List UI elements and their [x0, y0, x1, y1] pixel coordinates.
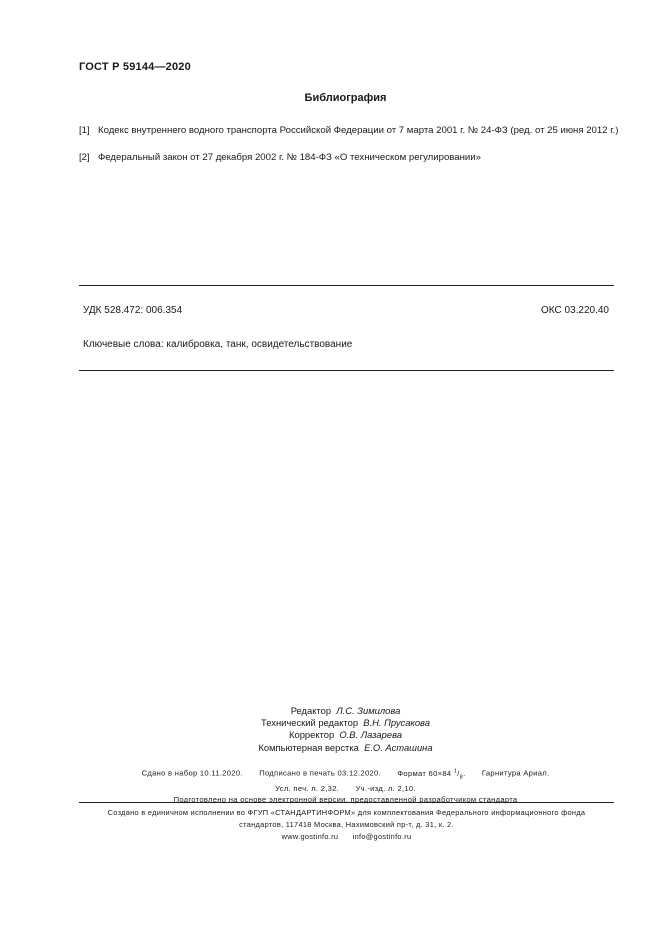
- credit-line: [30, 705, 661, 717]
- format-prefix: Формат 60×84: [397, 768, 452, 778]
- publisher-contacts: [79, 831, 614, 843]
- credit-name: Л.С. Зимилова: [336, 705, 401, 716]
- credit-line: [30, 729, 661, 741]
- bibliography-item-text: Кодекс внутреннего водного транспорта Российской Федерации от 7 марта 2001 г. № 24-ФЗ (ред. от 25 июня 2012 г.): [98, 125, 619, 136]
- credit-name: Е.О. Асташина: [364, 741, 433, 753]
- typeface: Гарнитура Ариал.: [481, 768, 550, 778]
- bibliography-item-number: [1]: [79, 125, 90, 136]
- sent-to-set: Сдано в набор 10.11.2020.: [141, 768, 243, 778]
- keywords: Ключевые слова: калибровка, танк, освидетельствование: [83, 339, 353, 350]
- bibliography-item: [79, 124, 619, 137]
- bibliography-item: [79, 151, 619, 164]
- credit-line: [30, 742, 661, 754]
- publisher-address: стандартов, 117418 Москва, Нахимовский пр-т, д. 31, к. 2.: [239, 820, 454, 830]
- credit-role: Корректор: [289, 729, 335, 741]
- prepared-note: Подготовлено на основе электронной версии, предоставленной разработчиком стандарта: [173, 795, 518, 805]
- udk-code: УДК 528.472: 006.354: [83, 305, 183, 316]
- credit-name: В.Н. Прусакова: [363, 717, 430, 729]
- print-sheets: Усл. печ. л. 2,32.: [275, 784, 340, 794]
- print-info-line: [30, 783, 661, 794]
- bibliography-title: Библиография: [304, 92, 387, 104]
- oks-code: ОКС 03.220.40: [541, 305, 609, 316]
- divider-top: [79, 285, 614, 286]
- format-suffix: .: [463, 768, 466, 778]
- bibliography-item-number: [2]: [79, 152, 90, 163]
- paper-format: Формат 60×84 $^1/_8$.: [397, 768, 466, 781]
- standard-number: ГОСТ Р 59144—2020: [79, 61, 191, 73]
- email-link[interactable]: info@gostinfo.ru: [352, 832, 412, 842]
- publisher-info: [79, 807, 614, 844]
- credit-line: [30, 717, 661, 729]
- signed-to-print: Подписано в печать 03.12.2020.: [259, 768, 381, 778]
- publisher-line: Создано в единичном исполнении во ФГУП «СТАНДАРТИНФОРМ» для комплектования Федерального информационного фонда: [107, 808, 586, 817]
- bibliography-item-text: Федеральный закон от 27 декабря 2002 г. № 184-ФЗ «О техническом регулировании»: [98, 152, 481, 163]
- publishing-sheets: Уч.-изд. л. 2,10.: [355, 784, 416, 794]
- credit-role: Технический редактор: [261, 717, 359, 729]
- divider-middle: [79, 370, 614, 371]
- credit-name: О.В. Лазарева: [339, 729, 402, 741]
- credit-role: Компьютерная верстка: [258, 741, 359, 753]
- print-info: [0, 766, 661, 805]
- format-denominator: 8: [459, 774, 464, 781]
- divider-bottom: [79, 802, 614, 803]
- website-link[interactable]: www.gostinfo.ru: [281, 832, 339, 842]
- print-info-line: [30, 766, 661, 783]
- format-numerator: 1: [453, 768, 458, 774]
- credits-block: [0, 705, 661, 754]
- credit-role: Редактор: [290, 705, 332, 716]
